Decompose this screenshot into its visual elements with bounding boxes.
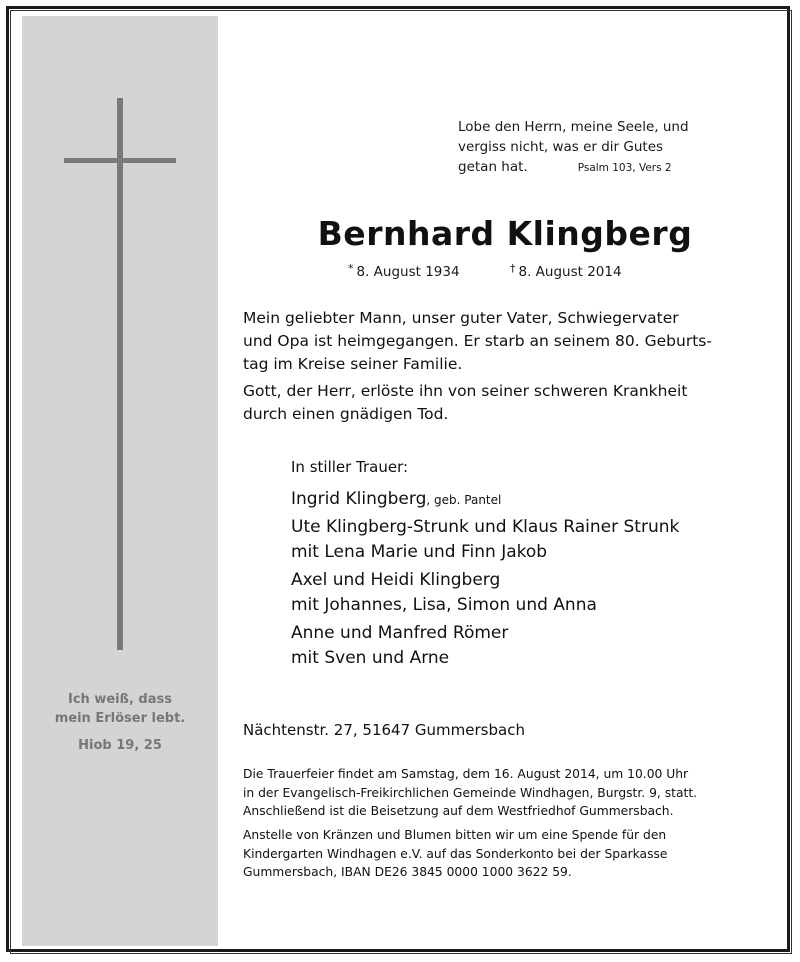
spouse-maiden-name: , geb. Pantel	[426, 493, 502, 507]
birth-date-text: 8. August 1934	[356, 264, 460, 280]
paragraph-line: tag im Kreise seiner Familie.	[243, 355, 463, 373]
psalm-line: Lobe den Herrn, meine Seele, und	[458, 119, 689, 135]
sidebar-quote	[22, 690, 218, 728]
mourner-group	[291, 621, 771, 671]
death-symbol: †	[510, 262, 516, 275]
psalm-line: vergiss nicht, was er dir Gutes	[458, 139, 664, 155]
mourner-group	[291, 515, 771, 565]
death-date-text: 8. August 2014	[518, 264, 622, 280]
paragraph-line: durch einen gnädigen Tod.	[243, 405, 449, 423]
notice-line: Die Trauerfeier findet am Samstag, dem 16. August 2014, um 10.00 Uhr	[243, 767, 689, 781]
psalm-reference: Psalm 103, Vers 2	[577, 162, 672, 174]
announcement-paragraph	[243, 307, 728, 376]
mourner-line: mit Lena Marie und Finn Jakob	[291, 542, 548, 562]
mourner-line: mit Sven und Arne	[291, 648, 450, 668]
deceased-name: Bernhard Klingberg	[317, 214, 693, 253]
spouse-name: Ingrid Klingberg	[291, 489, 427, 509]
mourning-intro: In stiller Trauer:	[291, 458, 409, 476]
death-date	[510, 262, 622, 280]
birth-symbol: *	[348, 262, 354, 275]
sidebar-quote-line: Ich weiß, dass	[68, 692, 172, 707]
paragraph-line: Mein geliebter Mann, unser guter Vater, Schwiegervater	[243, 309, 679, 327]
mourner-line: mit Johannes, Lisa, Simon und Anna	[291, 595, 597, 615]
psalm-quote	[458, 117, 778, 178]
notice-line: Anstelle von Kränzen und Blumen bitten wir um eine Spende für den	[243, 828, 667, 842]
paragraph-line: Gott, der Herr, erlöste ihn von seiner schweren Krankheit	[243, 382, 688, 400]
mourner-line: Anne und Manfred Römer	[291, 623, 509, 643]
mourner-spouse	[291, 487, 771, 513]
cross-icon-horizontal	[64, 158, 176, 163]
family-address: Nächtenstr. 27, 51647 Gummersbach	[243, 721, 525, 739]
notice-line: Gummersbach, IBAN DE26 3845 0000 1000 3622 59.	[243, 865, 572, 879]
funeral-notice	[243, 765, 729, 821]
notice-line: Kindergarten Windhagen e.V. auf das Sonderkonto bei der Sparkasse	[243, 846, 668, 861]
mourner-group	[291, 568, 771, 618]
birth-date	[348, 262, 460, 280]
notice-line: Anschließend ist die Beisetzung auf dem Westfriedhof Gummersbach.	[243, 804, 674, 818]
donation-notice	[243, 826, 729, 882]
mourner-line: Ute Klingberg-Strunk und Klaus Rainer Strunk	[291, 517, 680, 537]
sidebar-quote-line: mein Erlöser lebt.	[54, 711, 186, 726]
cross-icon-vertical	[117, 98, 123, 650]
mourner-line: Axel und Heidi Klingberg	[291, 570, 501, 590]
notice-line: in der Evangelisch-Freikirchlichen Gemeinde Windhagen, Burgstr. 9, statt.	[243, 785, 698, 800]
sidebar-quote-reference: Hiob 19, 25	[78, 738, 162, 753]
announcement-paragraph	[243, 380, 728, 426]
paragraph-line: und Opa ist heimgegangen. Er starb an seinem 80. Geburts-	[243, 332, 712, 350]
psalm-line: getan hat.	[458, 159, 528, 175]
